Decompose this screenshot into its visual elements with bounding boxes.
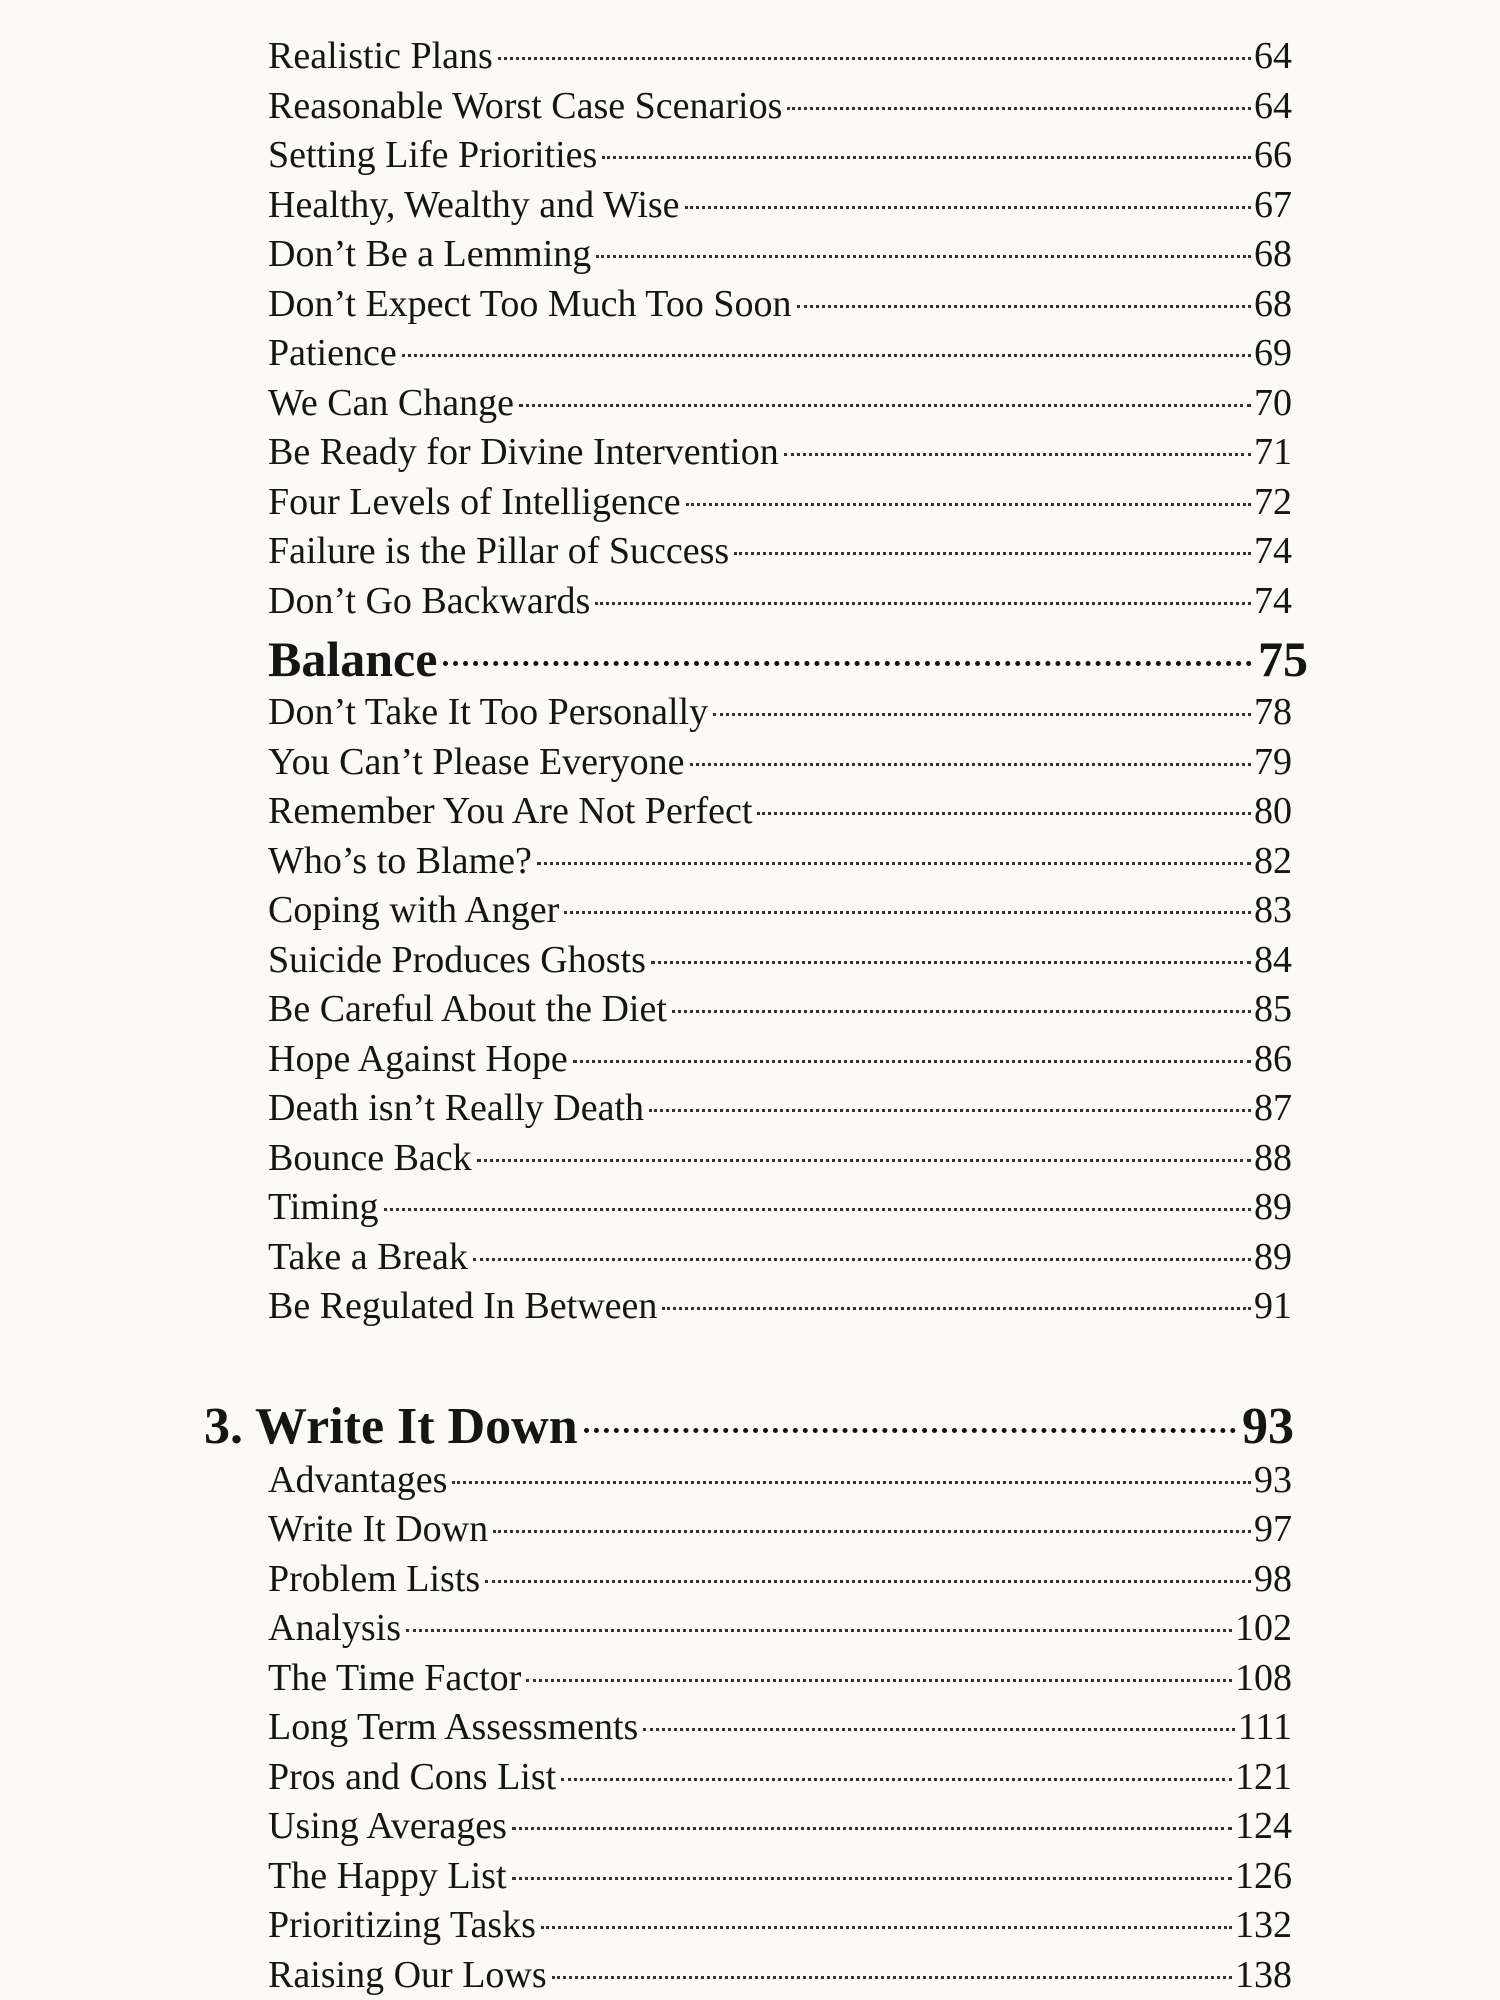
toc-entry[interactable] bbox=[268, 82, 1292, 132]
dot-leader bbox=[596, 255, 1251, 258]
toc-entry[interactable] bbox=[268, 1084, 1292, 1134]
toc-entry[interactable] bbox=[268, 1505, 1292, 1555]
dot-leader bbox=[384, 1208, 1251, 1211]
entry-page-number: 138 bbox=[1235, 1953, 1292, 1996]
entry-page-number: 74 bbox=[1254, 530, 1292, 572]
entry-page-number: 132 bbox=[1235, 1904, 1292, 1946]
dot-leader bbox=[713, 713, 1251, 716]
entry-title: Remember You Are Not Perfect bbox=[268, 790, 753, 832]
toc-entry[interactable] bbox=[268, 1282, 1292, 1332]
entry-title: Advantages bbox=[268, 1458, 448, 1501]
entry-page-number: 67 bbox=[1254, 183, 1292, 226]
entry-title: Death isn’t Really Death bbox=[268, 1087, 645, 1129]
dot-leader bbox=[584, 1428, 1236, 1433]
dot-leader bbox=[452, 1481, 1251, 1484]
entry-title: Don’t Go Backwards bbox=[268, 579, 591, 622]
entry-page-number: 91 bbox=[1254, 1285, 1292, 1327]
toc-entry[interactable] bbox=[268, 230, 1292, 280]
dot-leader bbox=[686, 503, 1251, 506]
toc-entry[interactable] bbox=[268, 1654, 1292, 1704]
toc-entry[interactable] bbox=[268, 1555, 1292, 1605]
dot-leader bbox=[552, 1976, 1232, 1979]
entry-title: Who’s to Blame? bbox=[268, 839, 532, 882]
dot-leader bbox=[477, 1159, 1251, 1162]
entry-page-number: 93 bbox=[1254, 1458, 1292, 1501]
entry-page-number: 97 bbox=[1254, 1508, 1292, 1550]
toc-entry[interactable] bbox=[268, 738, 1292, 788]
entry-title: The Happy List bbox=[268, 1854, 507, 1897]
entry-title: Bounce Back bbox=[268, 1136, 472, 1179]
entry-page-number: 89 bbox=[1254, 1235, 1292, 1278]
entry-page-number: 89 bbox=[1254, 1186, 1292, 1228]
dot-leader bbox=[685, 206, 1251, 209]
entry-title: Be Careful About the Diet bbox=[268, 988, 667, 1030]
entry-title: Realistic Plans bbox=[268, 35, 493, 77]
entry-page-number: 80 bbox=[1254, 790, 1292, 832]
entry-page-number: 121 bbox=[1235, 1755, 1292, 1798]
entry-page-number: 88 bbox=[1254, 1136, 1292, 1179]
heading-page-number: 75 bbox=[1258, 631, 1308, 687]
heading-title: Balance bbox=[268, 631, 438, 687]
entry-page-number: 64 bbox=[1254, 35, 1292, 77]
entry-page-number: 69 bbox=[1254, 332, 1292, 374]
entry-title: Take a Break bbox=[268, 1235, 468, 1278]
toc-entry[interactable] bbox=[268, 527, 1292, 577]
toc-entry[interactable] bbox=[268, 936, 1292, 986]
entry-title: Setting Life Priorities bbox=[268, 134, 598, 176]
toc-entry[interactable] bbox=[268, 280, 1292, 330]
entry-page-number: 66 bbox=[1254, 134, 1292, 176]
toc-entry[interactable] bbox=[268, 478, 1292, 528]
entry-page-number: 111 bbox=[1237, 1706, 1292, 1748]
toc-section-goals bbox=[0, 32, 1500, 626]
entry-title: Four Levels of Intelligence bbox=[268, 480, 681, 523]
toc-entry[interactable] bbox=[268, 787, 1292, 837]
toc-entry[interactable] bbox=[268, 1035, 1292, 1085]
toc-entry[interactable] bbox=[268, 985, 1292, 1035]
entry-page-number: 98 bbox=[1254, 1557, 1292, 1600]
entry-title: We Can Change bbox=[268, 381, 514, 424]
toc-entry[interactable] bbox=[268, 837, 1292, 887]
dot-leader bbox=[734, 552, 1251, 555]
entry-page-number: 124 bbox=[1235, 1805, 1292, 1847]
entry-page-number: 68 bbox=[1254, 233, 1292, 275]
dot-leader bbox=[690, 763, 1251, 766]
toc-section-balance bbox=[0, 688, 1500, 1332]
entry-page-number: 78 bbox=[1254, 691, 1292, 733]
entry-title: Healthy, Wealthy and Wise bbox=[268, 183, 680, 226]
dot-leader bbox=[784, 453, 1251, 456]
dot-leader bbox=[526, 1679, 1232, 1682]
entry-title: Prioritizing Tasks bbox=[268, 1904, 536, 1946]
entry-page-number: 70 bbox=[1254, 381, 1292, 424]
toc-entry[interactable] bbox=[268, 1802, 1292, 1852]
dot-leader bbox=[643, 1728, 1235, 1731]
dot-leader bbox=[406, 1629, 1232, 1632]
entry-page-number: 64 bbox=[1254, 84, 1292, 127]
toc-entry[interactable] bbox=[268, 688, 1292, 738]
dot-leader bbox=[512, 1827, 1232, 1830]
toc-heading-balance[interactable] bbox=[268, 630, 1308, 688]
dot-leader bbox=[561, 1778, 1232, 1781]
entry-page-number: 71 bbox=[1254, 431, 1292, 473]
entry-title: Using Averages bbox=[268, 1805, 507, 1847]
entry-page-number: 102 bbox=[1235, 1607, 1292, 1649]
dot-leader bbox=[757, 812, 1251, 815]
dot-leader bbox=[512, 1877, 1232, 1880]
dot-leader bbox=[602, 156, 1251, 159]
heading-page-number: 93 bbox=[1242, 1397, 1294, 1455]
entry-page-number: 87 bbox=[1254, 1087, 1292, 1129]
dot-leader bbox=[541, 1926, 1232, 1929]
dot-leader bbox=[519, 404, 1251, 407]
toc-entry[interactable] bbox=[268, 1604, 1292, 1654]
dot-leader bbox=[537, 862, 1251, 865]
entry-title: Problem Lists bbox=[268, 1557, 481, 1600]
entry-title: Analysis bbox=[268, 1607, 401, 1649]
dot-leader bbox=[498, 57, 1251, 60]
entry-title: Raising Our Lows bbox=[268, 1953, 547, 1996]
entry-page-number: 108 bbox=[1235, 1656, 1292, 1699]
toc-entry[interactable] bbox=[268, 131, 1292, 181]
dot-leader bbox=[662, 1307, 1251, 1310]
entry-title: Long Term Assessments bbox=[268, 1706, 639, 1748]
toc-entry[interactable] bbox=[268, 1456, 1292, 1506]
entry-title: Coping with Anger bbox=[268, 889, 560, 931]
dot-leader bbox=[402, 354, 1251, 357]
entry-page-number: 83 bbox=[1254, 889, 1292, 931]
dot-leader bbox=[797, 305, 1251, 308]
table-of-contents bbox=[0, 32, 1500, 2000]
entry-page-number: 82 bbox=[1254, 839, 1292, 882]
toc-entry[interactable] bbox=[268, 1134, 1292, 1184]
entry-title: Don’t Be a Lemming bbox=[268, 233, 592, 275]
entry-page-number: 86 bbox=[1254, 1037, 1292, 1080]
entry-page-number: 79 bbox=[1254, 740, 1292, 783]
entry-title: Patience bbox=[268, 332, 397, 374]
entry-page-number: 68 bbox=[1254, 282, 1292, 325]
entry-title: Write It Down bbox=[268, 1508, 489, 1550]
entry-title: Timing bbox=[268, 1186, 379, 1228]
toc-entry[interactable] bbox=[268, 1753, 1292, 1803]
toc-heading-chapter-3[interactable] bbox=[204, 1398, 1294, 1456]
entry-page-number: 126 bbox=[1235, 1854, 1292, 1897]
toc-entry[interactable] bbox=[268, 886, 1292, 936]
toc-entry[interactable] bbox=[268, 32, 1292, 82]
entry-title: Reasonable Worst Case Scenarios bbox=[268, 84, 783, 127]
entry-title: Failure is the Pillar of Success bbox=[268, 530, 730, 572]
toc-entry[interactable] bbox=[268, 1183, 1292, 1233]
dot-leader bbox=[649, 1109, 1251, 1112]
toc-entry[interactable] bbox=[268, 1703, 1292, 1753]
toc-entry[interactable] bbox=[268, 428, 1292, 478]
toc-entry[interactable] bbox=[268, 329, 1292, 379]
dot-leader bbox=[485, 1580, 1251, 1583]
toc-entry[interactable] bbox=[268, 181, 1292, 231]
toc-section-chapter-3 bbox=[0, 1456, 1500, 2000]
entry-page-number: 84 bbox=[1254, 938, 1292, 981]
dot-leader bbox=[443, 661, 1252, 666]
entry-title: Be Ready for Divine Intervention bbox=[268, 431, 779, 473]
toc-entry[interactable] bbox=[268, 1951, 1292, 2000]
dot-leader bbox=[473, 1258, 1251, 1261]
dot-leader bbox=[651, 961, 1251, 964]
entry-title: Be Regulated In Between bbox=[268, 1285, 658, 1327]
dot-leader bbox=[493, 1530, 1251, 1533]
entry-title: Hope Against Hope bbox=[268, 1037, 568, 1080]
dot-leader bbox=[564, 911, 1251, 914]
entry-page-number: 72 bbox=[1254, 480, 1292, 523]
entry-title: Don’t Expect Too Much Too Soon bbox=[268, 282, 792, 325]
entry-title: The Time Factor bbox=[268, 1656, 522, 1699]
dot-leader bbox=[573, 1060, 1251, 1063]
entry-page-number: 85 bbox=[1254, 988, 1292, 1030]
toc-entry[interactable] bbox=[268, 1901, 1292, 1951]
entry-title: You Can’t Please Everyone bbox=[268, 740, 685, 783]
dot-leader bbox=[672, 1010, 1251, 1013]
entry-title: Pros and Cons List bbox=[268, 1755, 557, 1798]
dot-leader bbox=[787, 107, 1251, 110]
toc-entry[interactable] bbox=[268, 379, 1292, 429]
entry-title: Suicide Produces Ghosts bbox=[268, 938, 646, 981]
dot-leader bbox=[595, 602, 1251, 605]
heading-title: 3. Write It Down bbox=[204, 1397, 578, 1455]
entry-title: Don’t Take It Too Personally bbox=[268, 691, 709, 733]
toc-entry[interactable] bbox=[268, 1852, 1292, 1902]
toc-entry[interactable] bbox=[268, 577, 1292, 627]
toc-entry[interactable] bbox=[268, 1233, 1292, 1283]
entry-page-number: 74 bbox=[1254, 579, 1292, 622]
